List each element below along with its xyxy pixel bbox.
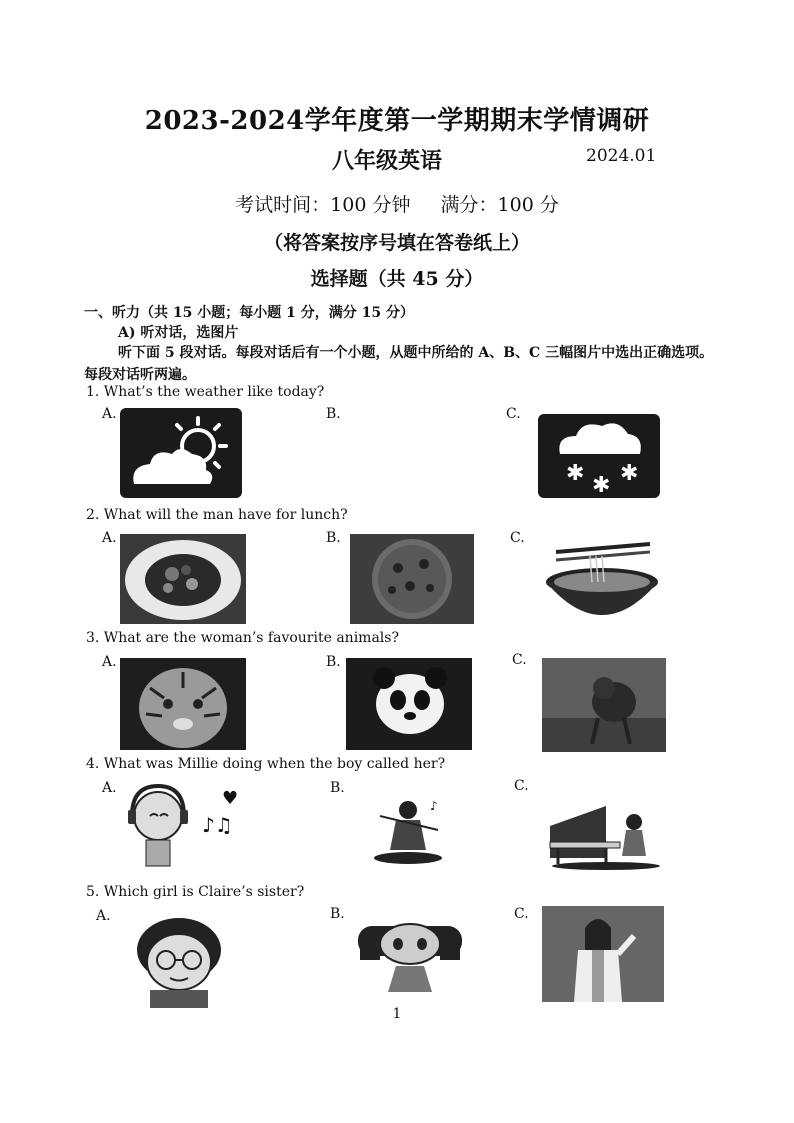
monkey-image[interactable] (542, 658, 666, 752)
question-1: 1. What’s the weather like today? (86, 384, 325, 400)
svg-text:✱: ✱ (620, 461, 639, 486)
q2-option-b-label: B. (326, 530, 341, 546)
svg-text:♥: ♥ (222, 788, 239, 809)
exam-title: 2023-2024学年度第一学期期末学情调研 (144, 106, 650, 136)
svg-text:♪♫: ♪♫ (202, 813, 233, 837)
question-4: 4. What was Millie doing when the boy called her? (86, 756, 446, 772)
q5-option-c-label: C. (514, 906, 529, 922)
svg-text:✱: ✱ (592, 473, 611, 498)
q3-option-a-label: A. (102, 654, 117, 670)
question-2: 2. What will the man have for lunch? (86, 507, 348, 523)
page-number: 1 (392, 1006, 402, 1022)
sun-cloud-icon[interactable] (120, 408, 242, 498)
girl-piano-image[interactable] (546, 796, 662, 870)
snow-cloud-icon[interactable] (538, 414, 660, 498)
q4-option-c-label: C. (514, 778, 529, 794)
svg-text:✱: ✱ (566, 461, 585, 486)
exam-subtitle: 八年级英语 (332, 148, 443, 174)
q4-option-b-label: B. (330, 780, 345, 796)
question-3: 3. What are the woman’s favourite animals? (86, 630, 399, 646)
part-subheading: A) 听对话，选图片 (118, 325, 239, 341)
noodles-image[interactable] (540, 538, 664, 624)
q1-option-b-label: B. (326, 406, 341, 422)
exam-score: 满分：100 分 (440, 194, 559, 216)
q1-option-c-label: C. (506, 406, 521, 422)
pizza-image[interactable] (350, 534, 474, 624)
exam-meta (0, 190, 794, 217)
girl-headphones-image[interactable] (118, 782, 248, 870)
q2-option-c-label: C. (510, 530, 525, 546)
q5-option-a-label: A. (96, 908, 111, 924)
q1-option-a-label: A. (102, 406, 117, 422)
panda-image[interactable] (346, 658, 472, 750)
doctor-woman-image[interactable] (542, 906, 664, 1002)
q5-option-b-label: B. (330, 906, 345, 922)
part-directions: 听下面 5 段对话。每段对话后有一个小题，从题中所给的 A、B、C 三幅图片中选出正确选项。每段对话听两遍。 (84, 345, 714, 383)
girl-glasses-image[interactable] (124, 914, 234, 1008)
exam-time: 考试时间：100 分钟 (235, 194, 411, 216)
salad-image[interactable] (120, 534, 246, 624)
svg-text:♪: ♪ (430, 799, 438, 813)
girl-long-hair-image[interactable] (350, 912, 470, 996)
answer-instruction: （将答案按序号填在答卷纸上） (263, 232, 530, 254)
exam-date: 2024.01 (586, 146, 657, 166)
part-heading: 一、听力（共 15 小题；每小题 1 分，满分 15 分） (84, 305, 414, 321)
section-heading: 选择题（共 45 分） (310, 268, 484, 290)
tiger-image[interactable] (120, 658, 246, 750)
girl-violin-image[interactable] (360, 796, 456, 866)
q2-option-a-label: A. (102, 530, 117, 546)
question-5: 5. Which girl is Claire’s sister? (86, 884, 305, 900)
q3-option-c-label: C. (512, 652, 527, 668)
q4-option-a-label: A. (102, 780, 117, 796)
q3-option-b-label: B. (326, 654, 341, 670)
